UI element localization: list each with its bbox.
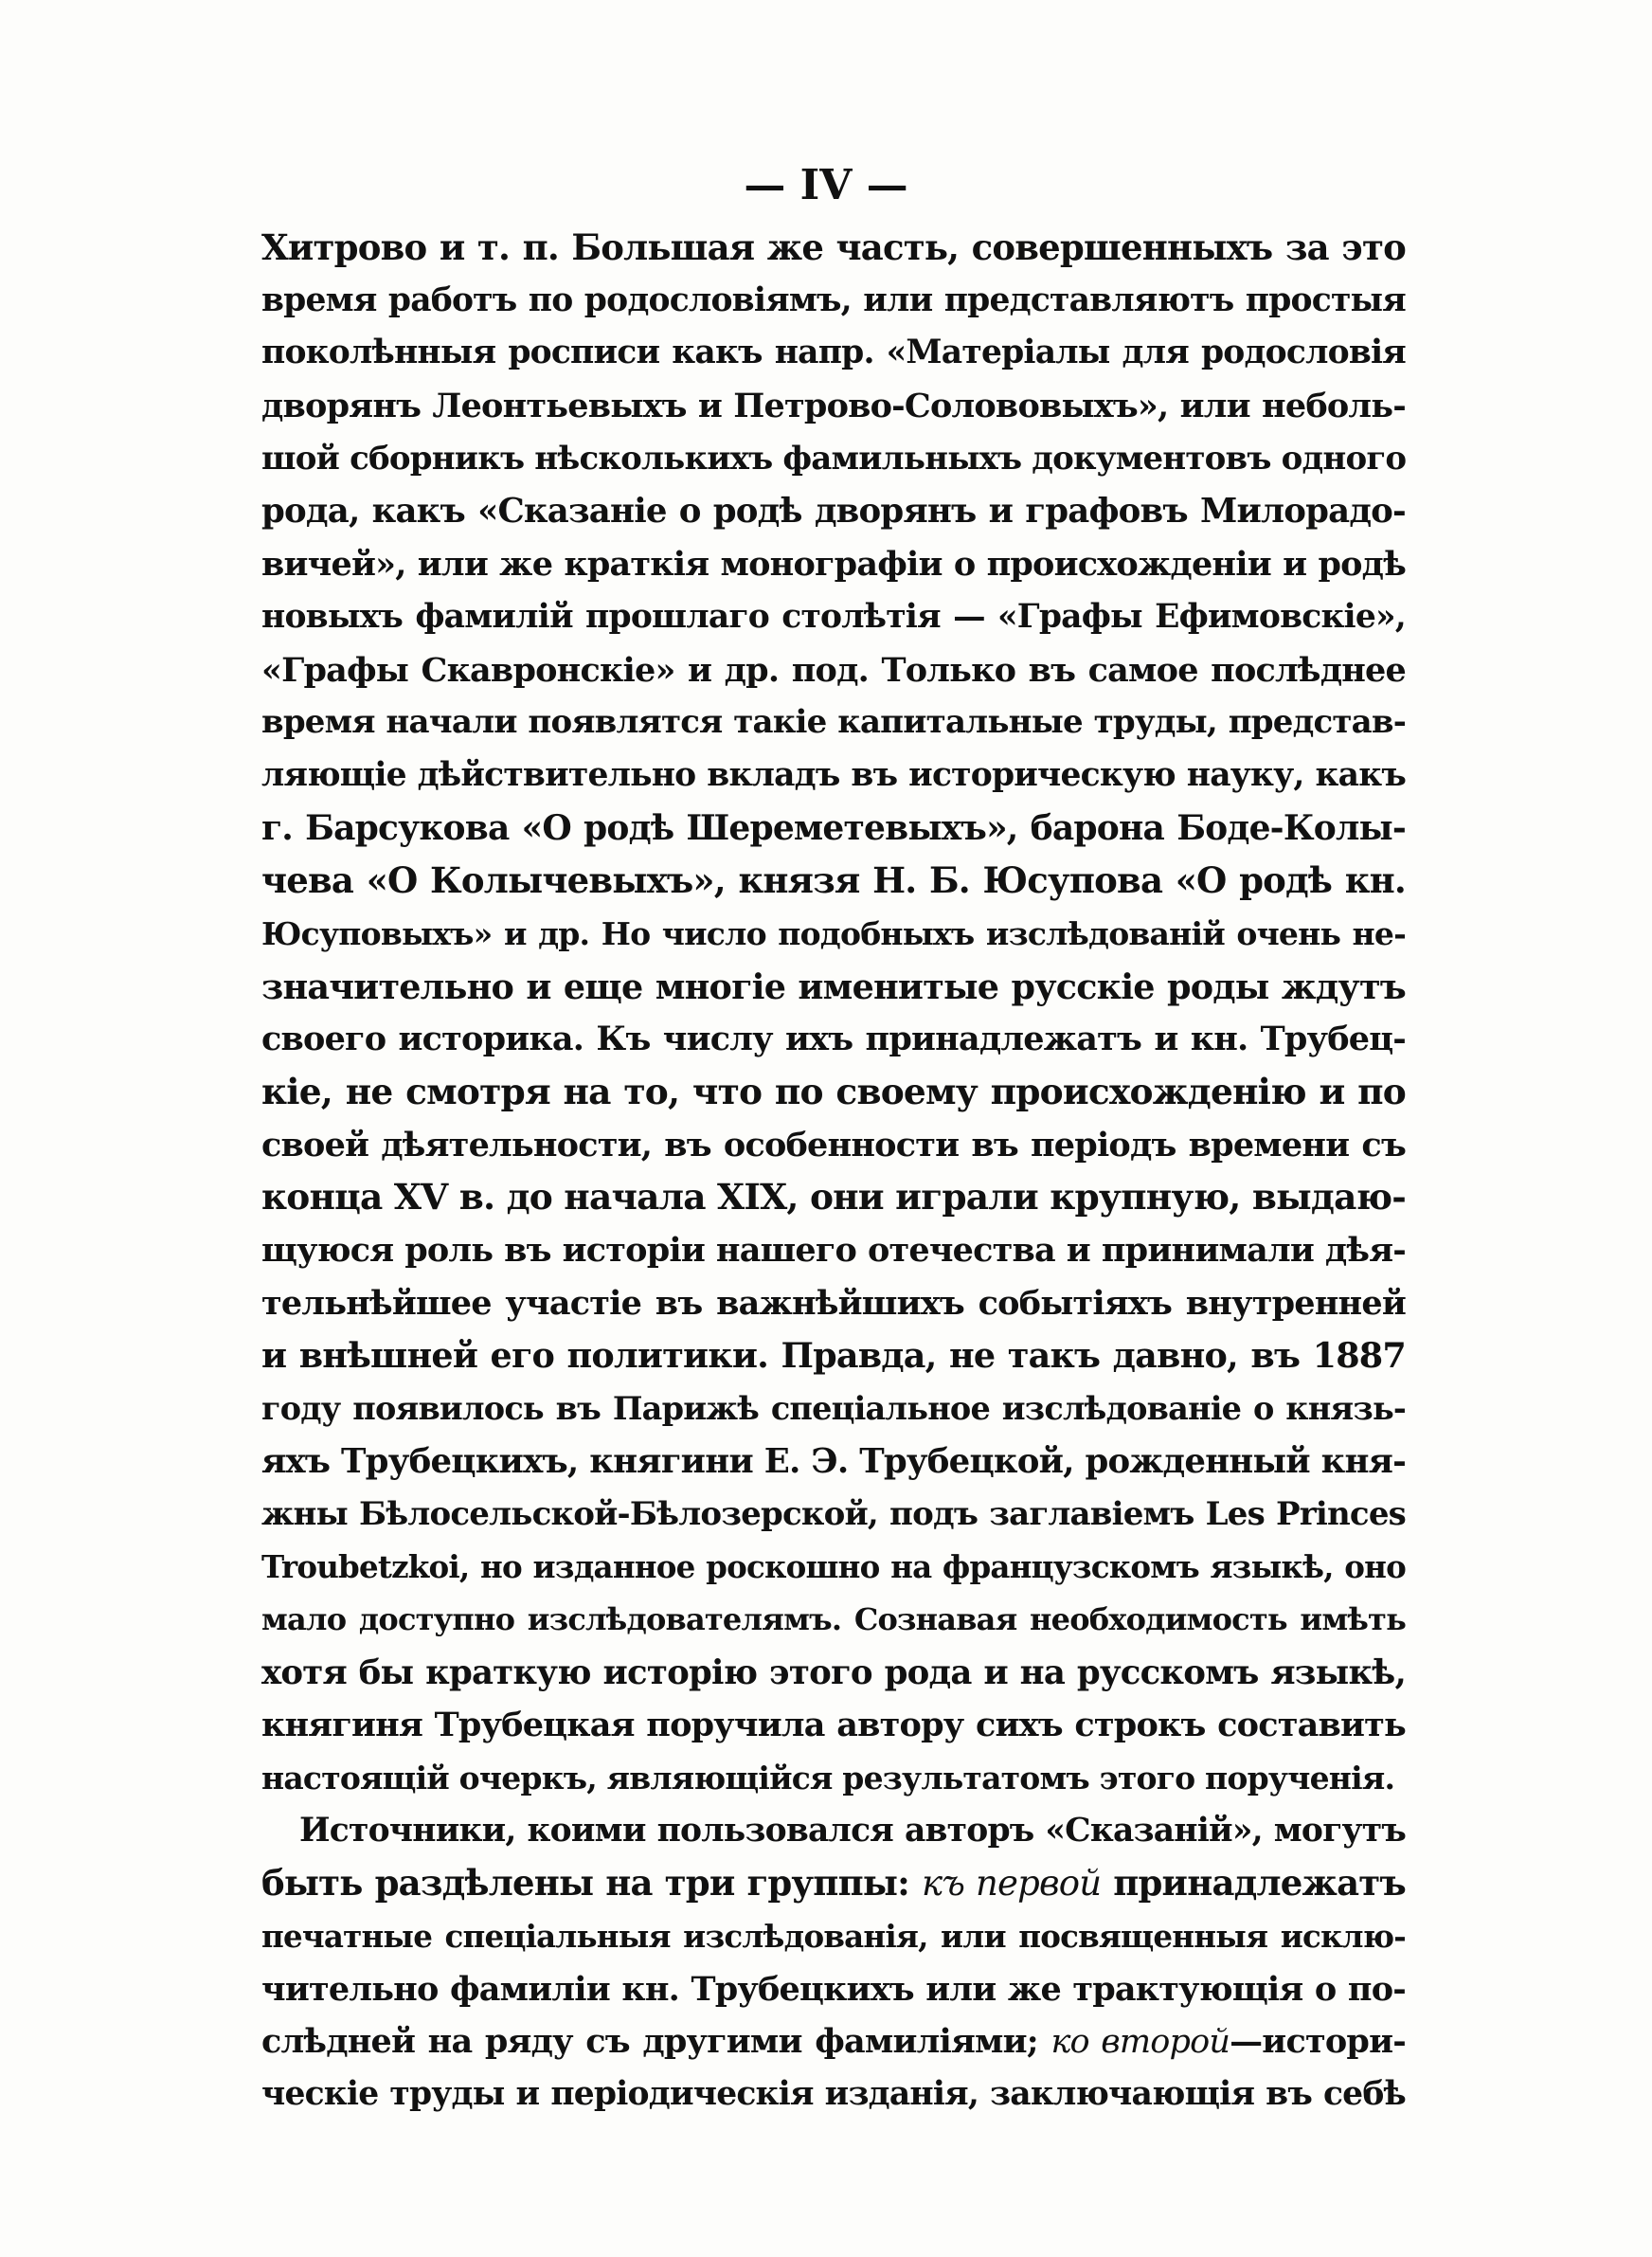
- text-line: щуюся роль въ исторіи нашего отечества и принимали дѣя-: [261, 1231, 1406, 1271]
- text-line: Хитрово и т. п. Большая же часть, совершенныхъ за это: [261, 226, 1406, 268]
- text-fragment: быть раздѣлены на три группы:: [261, 1862, 922, 1905]
- text-line: хотя бы краткую исторію этого рода и на русскомъ языкѣ,: [261, 1652, 1406, 1692]
- text-line: время работъ по родословіямъ, или представляютъ простыя: [261, 280, 1406, 319]
- text-line: мало доступно изслѣдователямъ. Сознавая необходимость имѣть: [261, 1600, 1406, 1637]
- text-line: [261, 1857, 1406, 1910]
- text-line: конца XV в. до начала XIX, они играли крупную, выдаю-: [261, 1176, 1406, 1219]
- text-line: тельнѣйшее участіе въ важнѣйшихъ событіяхъ внутренней: [261, 1283, 1406, 1323]
- text-fragment: слѣдней на ряду съ другими фамиліями;: [261, 2022, 1051, 2062]
- text-line: Troubetzkoi, но изданное роскошно на французскомъ языкѣ, оно: [261, 1548, 1406, 1586]
- text-line: чительно фамиліи кн. Трубецкихъ или же трактующія о по-: [261, 1969, 1406, 2009]
- italic-phrase: ко второй: [1050, 2023, 1230, 2062]
- text-line: своего историка. Къ числу ихъ принадлежатъ и кн. Трубец-: [261, 1020, 1406, 1059]
- italic-phrase: къ первой: [921, 1863, 1102, 1905]
- text-line: «Графы Скавронскіе» и др. под. Только въ самое послѣднее: [261, 650, 1406, 690]
- text-line: ческіе труды и періодическія изданія, заключающія въ себѣ: [261, 2075, 1406, 2114]
- text-line: и внѣшней его политики. Правда, не такъ давно, въ 1887: [261, 1335, 1406, 1377]
- text-line: яхъ Трубецкихъ, княгини Е. Э. Трубецкой, рожденный кня-: [261, 1441, 1406, 1481]
- text-line: поколѣнныя росписи какъ напр. «Матеріалы для родословія: [261, 334, 1406, 372]
- text-fragment: —истори-: [1230, 2022, 1406, 2062]
- text-line: рода, какъ «Сказаніе о родѣ дворянъ и графовъ Милорадо-: [261, 492, 1406, 532]
- text-line: своей дѣятельности, въ особенности въ періодъ времени съ: [261, 1125, 1406, 1165]
- text-line: чева «О Колычевыхъ», князя Н. Б. Юсупова «О родѣ кн.: [261, 859, 1406, 902]
- text-line: Источники, коими пользовался авторъ «Сказаній», могутъ: [299, 1811, 1406, 1850]
- text-line: вичей», или же краткія монографіи о происхожденіи и родѣ: [261, 545, 1406, 585]
- text-line: [261, 2015, 1406, 2068]
- text-fragment: принадлежатъ: [1101, 1862, 1406, 1905]
- text-line: кіе, не смотря на то, что по своему происхожденію и по: [261, 1071, 1406, 1112]
- text-line: время начали появлятся такіе капитальные труды, представ-: [261, 703, 1406, 742]
- text-line: дворянъ Леонтьевыхъ и Петрово-Солововыхъ», или неболь-: [261, 387, 1406, 426]
- text-line: настоящій очеркъ, являющійся результатомъ этого порученія.: [261, 1759, 1395, 1797]
- text-line: шой сборникъ нѣсколькихъ фамильныхъ документовъ одного: [261, 439, 1407, 478]
- text-line: княгиня Трубецкая поручила автору сихъ строкъ составить: [261, 1706, 1406, 1745]
- text-line: новыхъ фамилій прошлаго столѣтія — «Графы Ефимовскіе»,: [261, 597, 1406, 636]
- text-line: году появилось въ Парижѣ спеціальное изслѣдованіе о князь-: [261, 1390, 1406, 1428]
- text-line: ляющіе дѣйствительно вкладъ въ историческую науку, какъ: [261, 755, 1406, 794]
- text-line: печатные спеціальныя изслѣдованія, или посвященныя исклю-: [261, 1918, 1406, 1955]
- page-number: — IV —: [744, 161, 908, 209]
- text-body: [261, 222, 1406, 2122]
- text-line: жны Бѣлосельской-Бѣлозерской, подъ заглавіемъ Les Princes: [261, 1494, 1406, 1533]
- text-line: Юсуповыхъ» и др. Но число подобныхъ изслѣдованій очень не-: [261, 914, 1406, 952]
- text-line: г. Барсукова «О родѣ Шереметевыхъ», барона Боде-Колы-: [261, 807, 1406, 848]
- text-line: значительно и еще многіе именитые русскіе роды ждутъ: [261, 966, 1406, 1007]
